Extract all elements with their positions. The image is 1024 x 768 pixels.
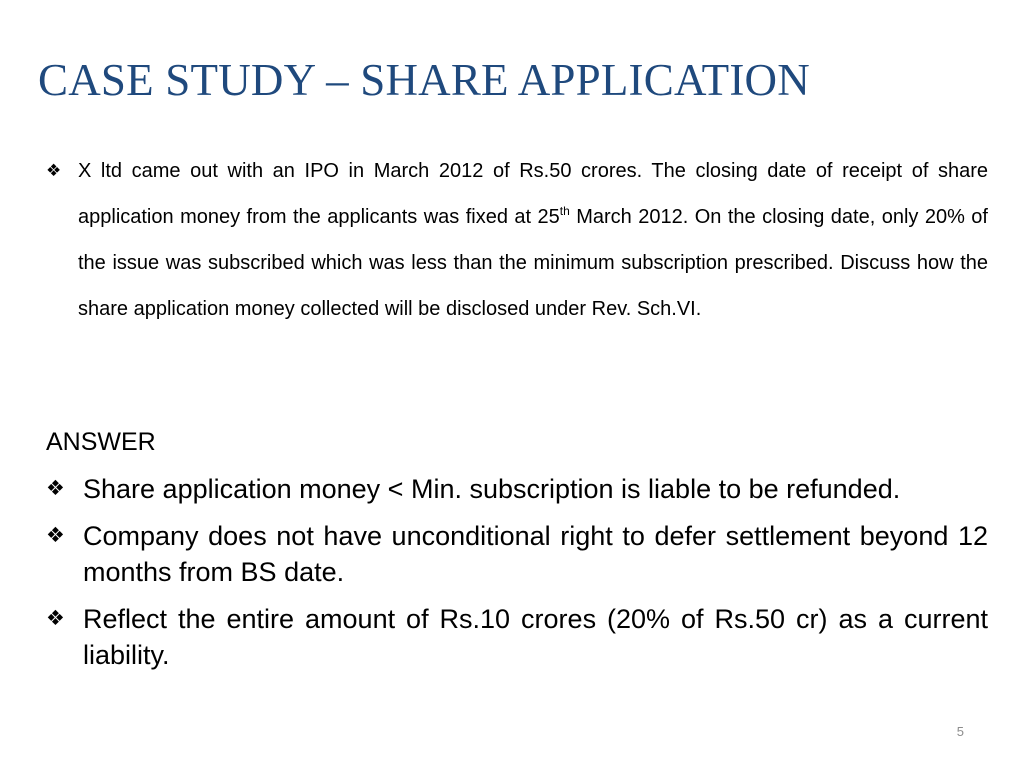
- answer-item: [46, 471, 988, 507]
- case-study-block: [46, 148, 988, 332]
- case-study-item: [46, 148, 988, 332]
- answer-text: Share application money < Min. subscription is liable to be refunded.: [83, 474, 901, 504]
- answer-item: [46, 518, 988, 590]
- diamond-bullet-icon: ❖: [46, 524, 65, 547]
- answer-heading: ANSWER: [46, 428, 156, 456]
- case-text-part-2: March 2012. On the closing date, only 20% of the issue was subscribed which was less than the minimum subscription prescribed. Discuss how the share application money collected will be disclosed under Rev. Sch.VI.: [78, 206, 988, 320]
- diamond-bullet-icon: ❖: [46, 477, 65, 500]
- slide-title: CASE STUDY – SHARE APPLICATION: [38, 55, 810, 105]
- diamond-bullet-icon: ❖: [46, 161, 62, 180]
- answer-text: Reflect the entire amount of Rs.10 crores (20% of Rs.50 cr) as a current liability.: [83, 604, 988, 670]
- case-text-superscript: th: [559, 204, 570, 218]
- answer-text: Company does not have unconditional right to defer settlement beyond 12 months from BS date.: [83, 521, 988, 587]
- diamond-bullet-icon: ❖: [46, 607, 65, 630]
- case-study-text: [78, 148, 988, 332]
- slide-number: 5: [956, 724, 964, 739]
- case-text-part-1: X ltd came out with an IPO in March 2012 of Rs.50 crores. The closing date of receipt of share application money from the applicants was fixed at 25: [78, 160, 988, 228]
- answer-item: [46, 601, 988, 673]
- answer-list: [46, 471, 988, 684]
